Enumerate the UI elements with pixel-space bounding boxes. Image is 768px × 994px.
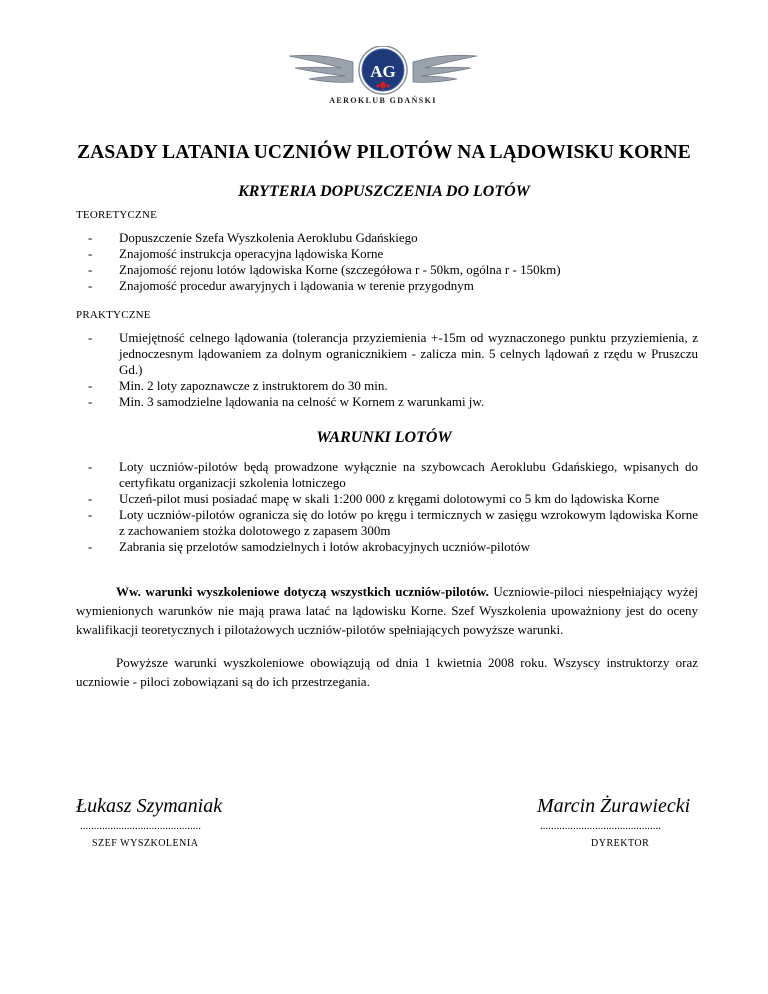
logo-initials: AG xyxy=(370,62,396,81)
aeroklub-logo xyxy=(283,46,483,112)
section-admission-criteria-title: KRYTERIA DOPUSZCZENIA DO LOTÓW xyxy=(238,183,530,200)
wings-emblem-icon xyxy=(283,46,483,98)
scope-paragraph-rest: Uczniowie-piloci niespełniający wyżej wymienionych warunków nie mają prawa latać na lądowisku Korne. Szef Wyszkolenia upoważniony jest do oceny kwalifikacji teoretycznych i pilotażowych uczniów-pilotów spełniających powyższe warunki. xyxy=(76,584,698,637)
signature-line-left: ............................................ xyxy=(80,820,201,832)
practice-label: PRAKTYCZNE xyxy=(76,309,151,321)
validity-paragraph: Powyższe warunki wyszkoleniowe obowiązują od dnia 1 kwietnia 2008 roku. Wszyscy instruktorzy oraz uczniowie - piloci zobowiązani są do ich przestrzegania. xyxy=(76,655,698,689)
list-item: - Znajomość procedur awaryjnych i lądowania w terenie przygodnym xyxy=(76,278,698,294)
theory-label: TEORETYCZNE xyxy=(76,209,158,221)
signature-name-director: Marcin Żurawiecki xyxy=(537,795,691,817)
list-item: - Loty uczniów-pilotów będą prowadzone wyłącznie na szybowcach Aeroklubu Gdańskiego, wpisanych do certyfikatu organizacji szkolenia lotniczego xyxy=(76,459,698,491)
document-title: ZASADY LATANIA UCZNIÓW PILOTÓW NA LĄDOWISKU KORNE xyxy=(77,142,691,163)
signature-name-training-chief: Łukasz Szymaniak xyxy=(76,795,223,817)
list-item: - Uczeń-pilot musi posiadać mapę w skali 1:200 000 z kręgami dolotowymi co 5 km do lądowiska Korne xyxy=(76,491,698,507)
section-flight-conditions-title: WARUNKI LOTÓW xyxy=(316,429,452,446)
list-item: - Znajomość instrukcja operacyjna lądowiska Korne xyxy=(76,246,698,262)
list-item: - Min. 3 samodzielne lądowania na celność w Kornem z warunkami jw. xyxy=(76,394,698,410)
practice-requirements-list xyxy=(76,330,698,410)
scope-paragraph-bold: Ww. warunki wyszkoleniowe dotyczą wszystkich uczniów-pilotów. xyxy=(116,584,489,599)
signature-role-training-chief: SZEF WYSZKOLENIA xyxy=(92,838,199,849)
list-item: - Zabrania się przelotów samodzielnych i lotów akrobacyjnych uczniów-pilotów xyxy=(76,539,698,555)
scope-paragraph xyxy=(76,582,698,639)
list-item: - Umiejętność celnego lądowania (tolerancja przyziemienia +-15m od wyznaczonego punktu przyziemienia, z jednoczesnym lądowaniem za dolnym ogranicznikiem - zalicza min. 5 celnych lądowań z rzędu w Pruszczu Gd.) xyxy=(76,330,698,378)
list-item: - Znajomość rejonu lotów lądowiska Korne (szczegółowa r - 50km, ogólna r - 150km) xyxy=(76,262,698,278)
flight-conditions-list xyxy=(76,459,698,555)
list-item: - Min. 2 loty zapoznawcze z instruktorem do 30 min. xyxy=(76,378,698,394)
list-item: - Loty uczniów-pilotów ogranicza się do lotów po kręgu i termicznych w zasięgu wzrokowym lądowiska Korne z zachowaniem stożka dolotowego z zapasem 300m xyxy=(76,507,698,539)
logo-caption: AEROKLUB GDAŃSKI xyxy=(329,96,437,105)
list-item: - Dopuszczenie Szefa Wyszkolenia Aeroklubu Gdańskiego xyxy=(76,230,698,246)
theory-requirements-list xyxy=(76,230,698,294)
signature-line-right: ............................................ xyxy=(540,820,661,832)
signature-role-director: DYREKTOR xyxy=(591,838,650,849)
